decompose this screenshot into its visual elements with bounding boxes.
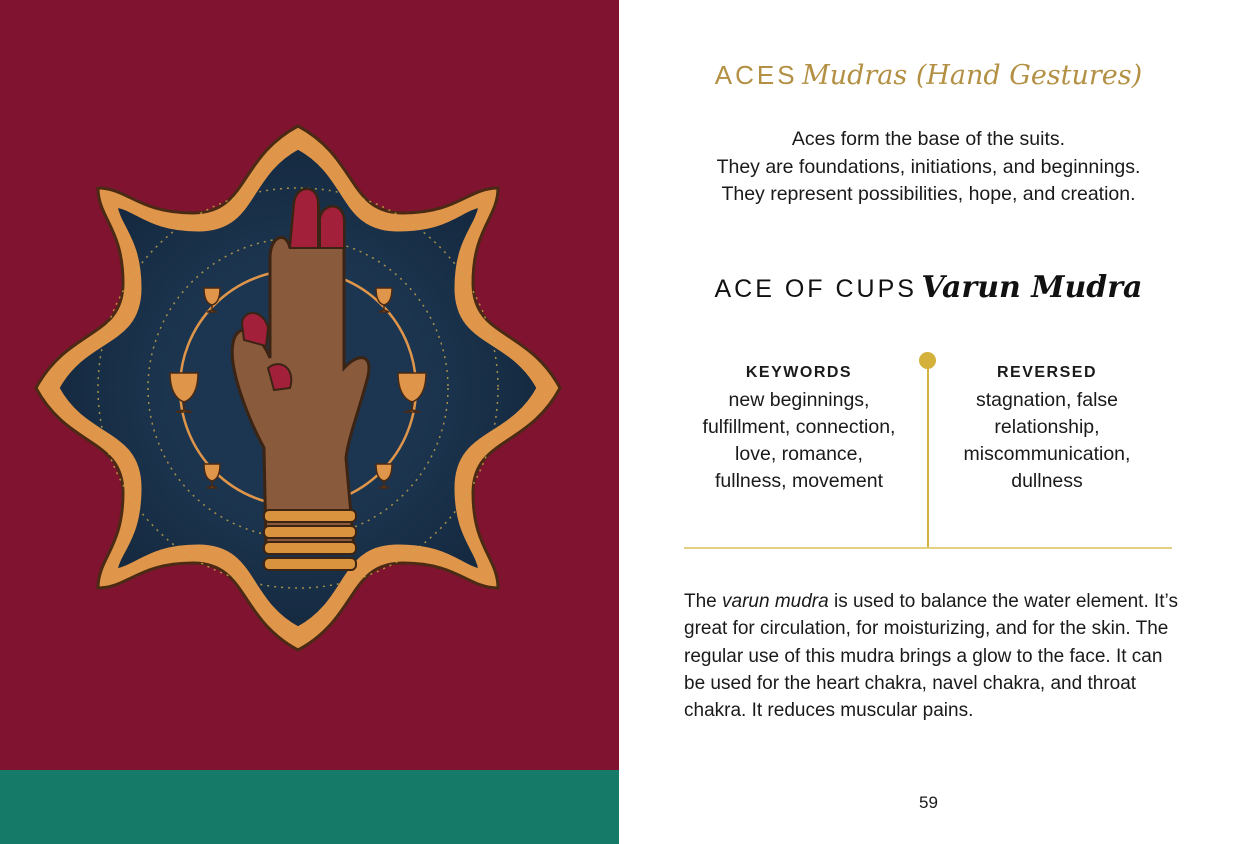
keyword-line: fulfillment, connection,: [702, 416, 896, 438]
horizontal-divider: [684, 547, 1172, 549]
keywords-column: [679, 362, 919, 495]
keyword-line: fullness, movement: [715, 470, 883, 492]
description-pre: The: [684, 591, 723, 612]
intro-line: They represent possibilities, hope, and creation.: [721, 183, 1136, 205]
description-post: is used to balance the water element. It’s great for circulation, for moisturizing, and for the skin. The regular use of this mudra brings a glow to the face. It can be used for the heart chakra, navel chakra, and throat chakra. It reduces muscular pains.: [684, 591, 1178, 722]
keyword-line: new beginnings,: [728, 389, 870, 411]
suit-heading: [619, 60, 1238, 91]
card-heading-script: Varun Mudra: [921, 270, 1143, 305]
reversed-line: stagnation, false: [975, 389, 1118, 411]
reversed-line: relationship,: [994, 416, 1100, 438]
suit-heading-script: Mudras (Hand Gestures): [802, 60, 1143, 91]
card-heading: [619, 270, 1238, 305]
varun-mudra-illustration: [28, 118, 568, 658]
card-heading-caps: ACE OF CUPS: [714, 275, 917, 303]
right-page: [619, 0, 1238, 844]
description-paragraph: [684, 588, 1180, 724]
intro-line: They are foundations, initiations, and beginnings.: [716, 155, 1141, 178]
intro-text: [619, 126, 1238, 209]
keywords-label: KEYWORDS: [745, 364, 853, 381]
keyword-line: love, romance,: [735, 443, 863, 465]
bottom-band: [0, 770, 619, 844]
intro-line: Aces form the base of the suits.: [791, 128, 1066, 150]
reversed-column: [927, 362, 1167, 495]
reversed-label: REVERSED: [996, 364, 1098, 381]
reversed-line: miscommunication,: [963, 443, 1131, 465]
reversed-line: dullness: [1011, 470, 1083, 492]
description-emphasis: varun mudra: [722, 591, 829, 612]
page-number: 59: [919, 793, 938, 812]
suit-heading-caps: ACES: [714, 60, 798, 90]
